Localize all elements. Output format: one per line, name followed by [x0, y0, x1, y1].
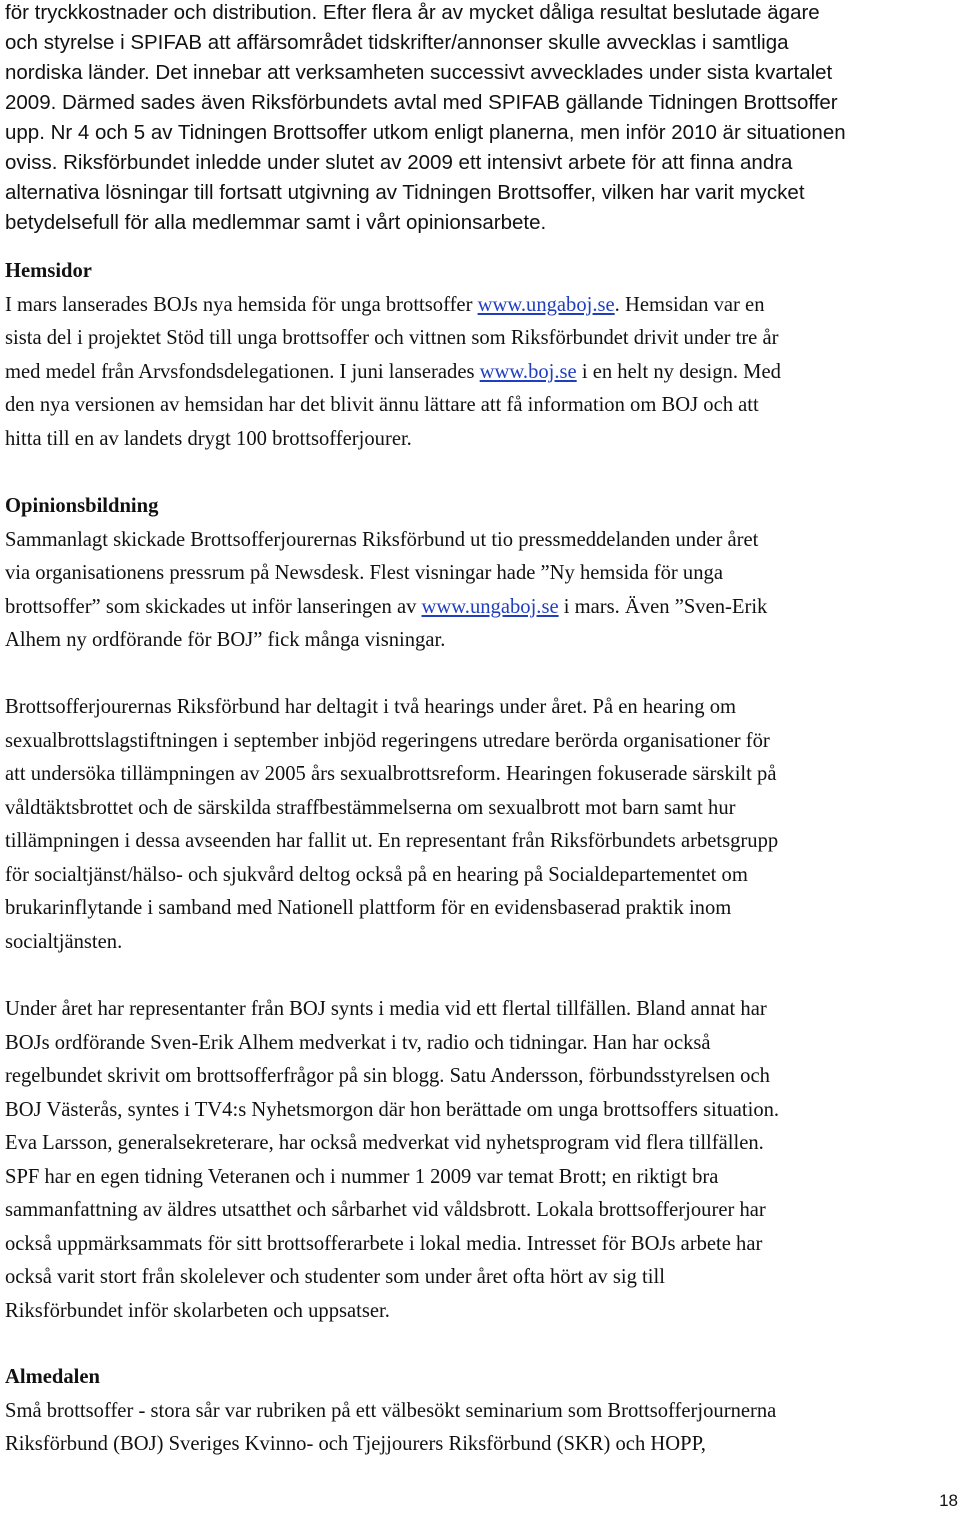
text-line: oviss. Riksförbundet inledde under slutet av 2009 ett intensivt arbete för att finna andra [5, 151, 793, 174]
text-line: Eva Larsson, generalsekreterare, har också medverkat vid nyhetsprogram vid flera tillfällen. [5, 1132, 764, 1154]
paragraph-hearings [5, 691, 960, 959]
section-hemsidor [5, 255, 960, 456]
text-line: via organisationens pressrum på Newsdesk. Flest visningar hade ”Ny hemsida för unga [5, 562, 723, 584]
text-line: Riksförbundet inför skolarbeten och uppsatser. [5, 1299, 390, 1322]
link-ungaboj[interactable]: www.ungaboj.se [477, 293, 615, 316]
link-boj[interactable]: www.boj.se [479, 360, 577, 383]
section-heading: Almedalen [5, 1366, 100, 1388]
text-line: Under året har representanter från BOJ synts i media vid ett flertal tillfällen. Bland annat har [5, 998, 767, 1020]
page-number: 18 [939, 1491, 958, 1510]
text-line: sexualbrottslagstiftningen i september inbjöd regeringens utredare berörda organisationer för [5, 729, 770, 752]
text-line: också varit stort från skolelever och studenter som under året ofta hört av sig till [5, 1266, 665, 1288]
text-line: sammanfattning av äldres utsatthet och sårbarhet vid våldsbrott. Lokala brottsofferjourer har [5, 1199, 766, 1221]
text-line: för socialtjänst/hälso- och sjukvård deltog också på en hearing på Socialdepartementet om [5, 863, 748, 886]
text-span: i en helt ny design. Med [576, 360, 781, 383]
text-line: Alhem ny ordförande för BOJ” fick många visningar. [5, 629, 446, 651]
text-line: 2009. Därmed sades även Riksförbundets avtal med SPIFAB gällande Tidningen Brottsoffer [5, 91, 838, 114]
text-line: sista del i projektet Stöd till unga brottsoffer och vittnen som Riksförbundet drivit under tre år [5, 327, 779, 349]
text-line [5, 289, 960, 323]
text-span: . Hemsidan var en [614, 293, 765, 316]
text-line: socialtjänsten. [5, 930, 123, 953]
text-line [5, 356, 960, 390]
intro-paragraph [5, 0, 960, 238]
text-line: hitta till en av landets drygt 100 brottsofferjourer. [5, 427, 412, 450]
section-heading: Opinionsbildning [5, 495, 159, 517]
text-line: regelbundet skrivit om brottsofferfrågor på sin blogg. Satu Andersson, förbundsstyrelsen och [5, 1065, 770, 1087]
text-line: nordiska länder. Det innebar att verksamheten successivt avvecklades under sista kvartalet [5, 61, 833, 84]
text-span: I mars lanserades BOJs nya hemsida för unga brottsoffer [5, 293, 478, 316]
text-line: Riksförbund (BOJ) Sveriges Kvinno- och Tjejjourers Riksförbund (SKR) och HOPP, [5, 1433, 706, 1455]
text-line: Sammanlagt skickade Brottsofferjourernas Riksförbund ut tio pressmeddelanden under året [5, 528, 759, 551]
text-line: SPF har en egen tidning Veteranen och i nummer 1 2009 var temat Brott; en riktigt bra [5, 1165, 719, 1188]
text-line: brukarinflytande i samband med Nationell plattform för en evidensbaserad praktik inom [5, 897, 732, 919]
section-almedalen [5, 1361, 960, 1462]
text-line: betydelsefull för alla medlemmar samt i vårt opinionsarbete. [5, 211, 547, 234]
text-line: för tryckkostnader och distribution. Efter flera år av mycket dåliga resultat beslutade ägare [5, 1, 820, 24]
text-line: alternativa lösningar till fortsatt utgivning av Tidningen Brottsoffer, vilken har varit mycket [5, 181, 805, 204]
text-span: brottsoffer” som skickades ut inför lanseringen av [5, 595, 422, 618]
text-line: tillämpningen i dessa avseenden har fallit ut. En representant från Riksförbundets arbetsgrupp [5, 830, 779, 852]
text-line: Små brottsoffer - stora sår var rubriken på ett välbesökt seminarium som Brottsofferjournerna [5, 1399, 777, 1422]
text-line: också uppmärksammats för sitt brottsofferarbete i lokal media. Intresset för BOJs arbete har [5, 1232, 763, 1255]
text-span: med medel från Arvsfondsdelegationen. I juni lanserades [5, 360, 480, 383]
text-line: den nya versionen av hemsidan har det blivit ännu lättare att få information om BOJ och att [5, 394, 759, 416]
section-heading: Hemsidor [5, 260, 92, 282]
text-line: att undersöka tillämpningen av 2005 års sexualbrottsreform. Hearingen fokuserade särskilt på [5, 763, 777, 785]
text-line: våldtäktsbrottet och de särskilda straffbestämmelserna om sexualbrott mot barn samt hur [5, 796, 736, 819]
text-line: BOJ Västerås, syntes i TV4:s Nyhetsmorgon där hon berättade om unga brottsoffers situation. [5, 1098, 780, 1121]
text-line: Brottsofferjourernas Riksförbund har deltagit i två hearings under året. På en hearing om [5, 696, 737, 718]
text-span: i mars. Även ”Sven-Erik [558, 595, 768, 618]
paragraph-media [5, 993, 960, 1328]
link-ungaboj[interactable]: www.ungaboj.se [421, 595, 559, 618]
text-line: och styrelse i SPIFAB att affärsområdet tidskrifter/annonser skulle avvecklas i samtliga [5, 31, 789, 54]
text-line [5, 591, 960, 625]
section-opinionsbildning [5, 490, 960, 658]
text-line: BOJs ordförande Sven-Erik Alhem medverkat i tv, radio och tidningar. Han har också [5, 1031, 711, 1054]
text-line: upp. Nr 4 och 5 av Tidningen Brottsoffer utkom enligt planerna, men inför 2010 är situationen [5, 121, 846, 144]
